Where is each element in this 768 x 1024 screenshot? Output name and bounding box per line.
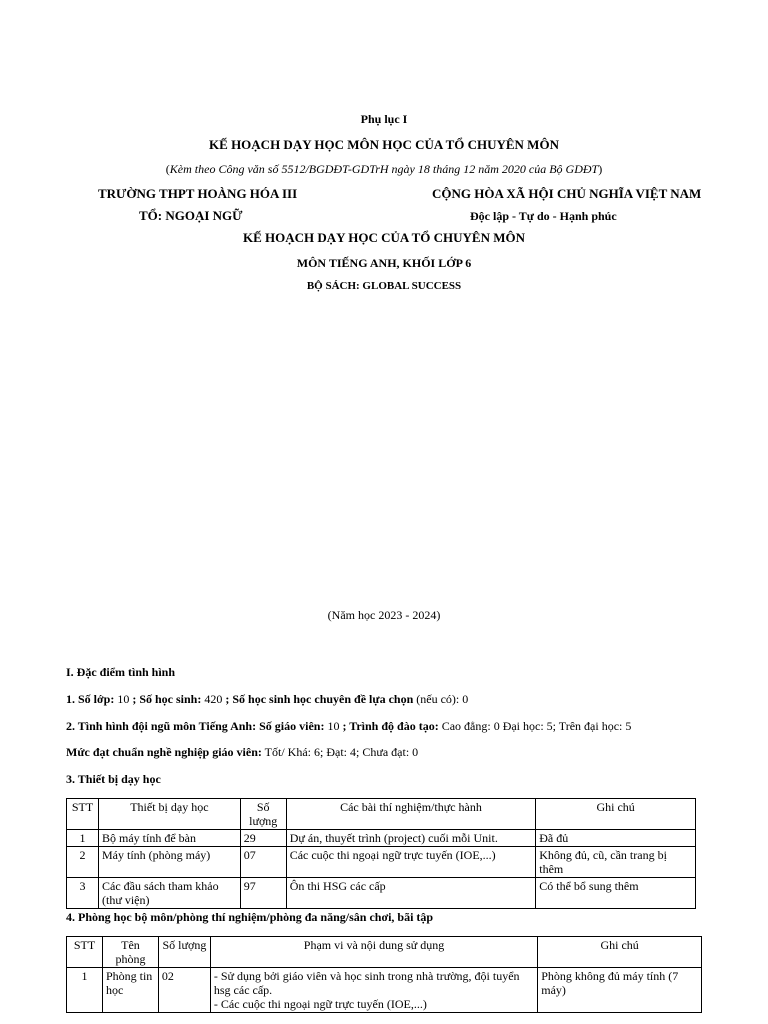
table-cell: 02 [158,968,210,1013]
table-row [67,830,696,847]
value-special-students: (nếu có): 0 [413,692,469,706]
subtitle-open: ( [165,162,170,176]
table-cell: Đã đủ [536,830,696,847]
department-name: TỔ: NGOẠI NGỮ [139,208,243,223]
table-cell [210,968,537,1013]
table-cell: Không đủ, cũ, cần trang bị thêm [536,847,696,878]
table-cell: 1 [67,830,99,847]
table-cell: 29 [240,830,286,847]
table-cell: Các đầu sách tham khảo (thư viện) [98,878,240,909]
table-header-row [67,799,696,830]
label-students: ; Số học sinh: [132,692,202,706]
col-header: Ghi chú [538,937,702,968]
equipment-heading: 3. Thiết bị dạy học [66,772,161,786]
col-header: Ghi chú [536,799,696,830]
table-row [67,847,696,878]
col-header: STT [67,937,103,968]
value-students: 420 [201,692,226,706]
col-header: Số lượng [240,799,286,830]
plan-subject: MÔN TIẾNG ANH, KHỐI LỚP 6 [296,256,472,270]
section-heading: I. Đặc điểm tình hình [66,665,176,679]
plan-book: BỘ SÁCH: GLOBAL SUCCESS [306,280,462,292]
subtitle-close: ) [598,162,603,176]
col-header: Tên phòng [102,937,158,968]
table-cell: Phòng không đủ máy tính (7 máy) [538,968,702,1013]
table-cell: 2 [67,847,99,878]
school-year: (Năm học 2023 - 2024) [327,608,441,622]
label-qualification: ; Trình độ đào tạo: [342,719,439,733]
subtitle-text: Kèm theo Công văn số 5512/BGDĐT-GDTrH ngày 18 tháng 12 năm 2020 của Bộ GDĐT [169,162,599,176]
table-cell: Có thể bổ sung thêm [536,878,696,909]
col-header: Phạm vi và nội dung sử dụng [210,937,537,968]
col-header: Thiết bị dạy học [98,799,240,830]
table-cell: Bộ máy tính để bàn [98,830,240,847]
table-row [67,968,702,1013]
label-classes: 1. Số lớp: [66,692,115,706]
value-qualification: Cao đẳng: 0 Đại học: 5; Trên đại học: 5 [438,719,632,733]
table-header-row [67,937,702,968]
table-row [67,878,696,909]
nation-motto: Độc lập - Tự do - Hạnh phúc [470,209,617,223]
equipment-table [66,798,696,909]
table-cell: 07 [240,847,286,878]
table-cell: Phòng tin học [102,968,158,1013]
rooms-table [66,936,702,1013]
col-header: STT [67,799,99,830]
document-title: KẾ HOẠCH DẠY HỌC MÔN HỌC CỦA TỔ CHUYÊN MÔN [209,137,559,152]
scope-line: - Sử dụng bởi giáo viên và học sinh trong nhà trường, đội tuyển hsg các cấp. [213,969,520,997]
table-cell: Dự án, thuyết trình (project) cuối mỗi Unit. [286,830,536,847]
table-cell: Ôn thi HSG các cấp [286,878,536,909]
value-standard: Tốt/ Khá: 6; Đạt: 4; Chưa đạt: 0 [261,745,419,759]
table-cell: 1 [67,968,103,1013]
table-cell: 3 [67,878,99,909]
col-header: Số lượng [158,937,210,968]
plan-title: KẾ HOẠCH DẠY HỌC CỦA TỔ CHUYÊN MÔN [242,230,526,245]
table-cell: 97 [240,878,286,909]
standard-line [66,745,418,760]
col-header: Các bài thí nghiệm/thực hành [286,799,536,830]
label-teachers: 2. Tình hình đội ngũ môn Tiếng Anh: Số giáo viên: [66,719,325,733]
school-name: TRƯỜNG THPT HOÀNG HÓA III [98,186,298,201]
table-cell: Các cuộc thi ngoại ngữ trực tuyến (IOE,...) [286,847,536,878]
teacher-info-line [66,719,631,734]
value-teachers: 10 [324,719,343,733]
label-special-students: ; Số học sinh học chuyên đề lựa chọn [225,692,414,706]
nation-name: CỘNG HÒA XÃ HỘI CHỦ NGHĨA VIỆT NAM [432,186,702,201]
rooms-heading: 4. Phòng học bộ môn/phòng thí nghiệm/phòng đa năng/sân chơi, bãi tập [66,910,434,924]
table-cell: Máy tính (phòng máy) [98,847,240,878]
scope-line: - Các cuộc thi ngoại ngữ trực tuyến (IOE,...) [213,997,427,1011]
value-classes: 10 [114,692,133,706]
class-info-line [66,692,468,707]
label-standard: Mức đạt chuẩn nghề nghiệp giáo viên: [66,745,262,759]
document-subtitle [0,162,768,177]
appendix-label: Phụ lục I [360,112,408,126]
